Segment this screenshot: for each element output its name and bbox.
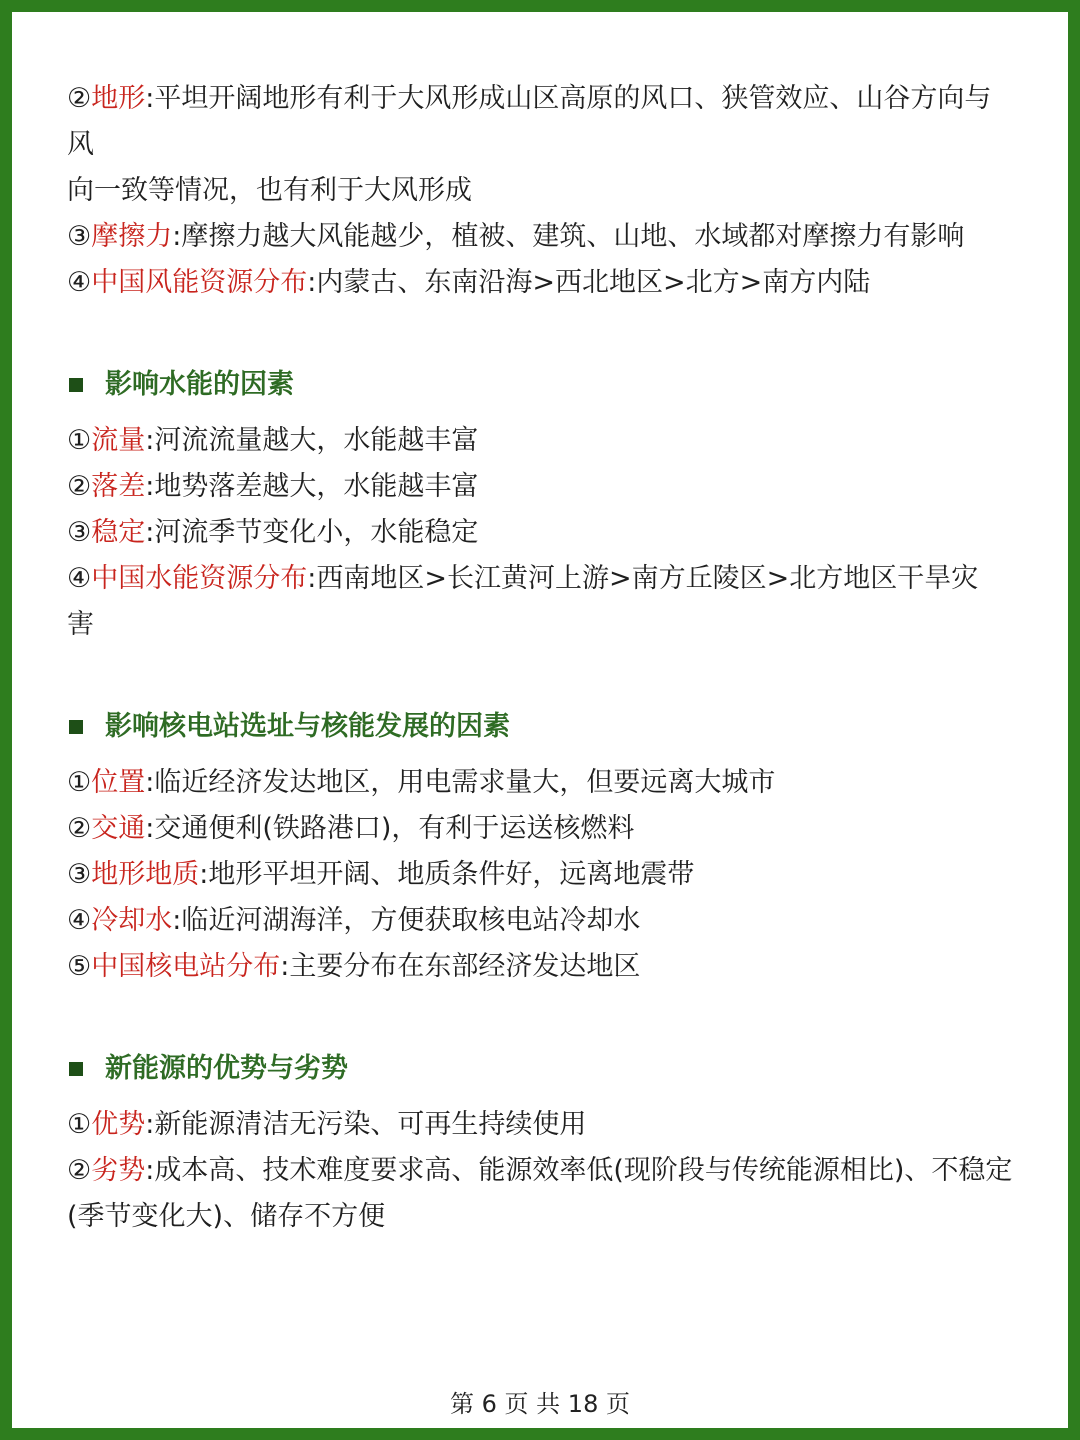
item-sep: :	[307, 563, 317, 594]
item-term: 交通	[91, 813, 146, 844]
item-number: ①	[67, 767, 92, 798]
item-text: 主要分布在东部经济发达地区	[289, 951, 641, 982]
item-number: ④	[67, 563, 92, 594]
content	[67, 76, 1017, 1240]
item-text: 向一致等情况，也有利于大风形成	[67, 175, 472, 206]
section-heading-nuclear	[67, 704, 1017, 750]
item-text: 摩擦力越大风能越少，植被、建筑、山地、水域都对摩擦力有影响	[181, 221, 965, 252]
item-number: ④	[67, 905, 92, 936]
item-sep: :	[172, 221, 182, 252]
item-number: ①	[67, 1109, 92, 1140]
item-number: ②	[67, 471, 92, 502]
page-number-footer: 第 6 页 共 18 页	[450, 1390, 630, 1418]
item-number: ②	[67, 813, 92, 844]
item-term: 中国水能资源分布	[91, 563, 308, 594]
item-term: 稳定	[91, 517, 146, 548]
item-text: 平坦开阔地形有利于大风形成山区高原的风口、狭管效应、山谷方向与风	[67, 83, 992, 160]
item-text: 地形平坦开阔、地质条件好，远离地震带	[208, 859, 695, 890]
section-heading-hydro	[67, 362, 1017, 408]
square-bullet-icon	[69, 1062, 83, 1076]
item-sep: :	[145, 1155, 155, 1186]
item-term: 劣势	[91, 1155, 146, 1186]
item-term: 地形地质	[91, 859, 200, 890]
item-number: ④	[67, 267, 92, 298]
square-bullet-icon	[69, 378, 83, 392]
item-number: ③	[67, 517, 92, 548]
item-sep: :	[307, 267, 317, 298]
section-title: 影响水能的因素	[105, 369, 294, 400]
item-text: 地势落差越大，水能越丰富	[154, 471, 479, 502]
square-bullet-icon	[69, 720, 83, 734]
item-text: 内蒙古、东南沿海>西北地区>北方>南方内陆	[316, 267, 871, 298]
wind-item-distribution	[67, 260, 1017, 306]
item-text: 新能源清洁无污染、可再生持续使用	[154, 1109, 587, 1140]
item-text: 交通便利(铁路港口)，有利于运送核燃料	[154, 813, 635, 844]
item-sep: :	[199, 859, 209, 890]
item-number: ②	[67, 1155, 92, 1186]
item-number: ①	[67, 425, 92, 456]
item-sep: :	[145, 83, 155, 114]
new-energy-item	[67, 1102, 1017, 1148]
wind-item-friction	[67, 214, 997, 260]
nuclear-item	[67, 760, 1017, 806]
item-term: 落差	[91, 471, 146, 502]
item-sep: :	[145, 813, 155, 844]
item-number: ③	[67, 859, 92, 890]
wind-item-terrain-cont	[67, 168, 1017, 214]
item-sep: :	[145, 767, 155, 798]
item-text: 临近经济发达地区，用电需求量大，但要远离大城市	[154, 767, 776, 798]
document-page	[12, 12, 1068, 1428]
hydro-item	[67, 510, 1017, 556]
item-term: 位置	[91, 767, 146, 798]
item-term: 冷却水	[91, 905, 173, 936]
item-number: ②	[67, 83, 92, 114]
item-term: 流量	[91, 425, 146, 456]
item-sep: :	[280, 951, 290, 982]
section-heading-new-energy	[67, 1046, 1017, 1092]
item-text: 临近河湖海洋，方便获取核电站冷却水	[181, 905, 641, 936]
item-sep: :	[145, 425, 155, 456]
nuclear-item	[67, 806, 1017, 852]
item-sep: :	[145, 517, 155, 548]
item-number: ⑤	[67, 951, 92, 982]
item-sep: :	[172, 905, 182, 936]
nuclear-item	[67, 944, 1017, 990]
new-energy-item	[67, 1148, 1017, 1240]
hydro-item	[67, 556, 997, 648]
section-title: 影响核电站选址与核能发展的因素	[105, 711, 510, 742]
section-title: 新能源的优势与劣势	[105, 1053, 348, 1084]
wind-item-terrain	[67, 76, 997, 168]
item-sep: :	[145, 1109, 155, 1140]
item-term: 中国核电站分布	[91, 951, 281, 982]
item-number: ③	[67, 221, 92, 252]
item-term: 摩擦力	[91, 221, 173, 252]
item-term: 地形	[91, 83, 146, 114]
nuclear-item	[67, 898, 1017, 944]
item-sep: :	[145, 471, 155, 502]
item-term: 中国风能资源分布	[91, 267, 308, 298]
item-text: 西南地区>长江黄河上游>南方丘陵区>北方地区干旱灾害	[67, 563, 979, 640]
hydro-item	[67, 418, 1017, 464]
item-text: 成本高、技术难度要求高、能源效率低(现阶段与传统能源相比)、不稳定(季节变化大)、储存不方便	[67, 1155, 1013, 1232]
item-term: 优势	[91, 1109, 146, 1140]
item-text: 河流流量越大，水能越丰富	[154, 425, 479, 456]
hydro-item	[67, 464, 1017, 510]
nuclear-item	[67, 852, 1017, 898]
item-text: 河流季节变化小，水能稳定	[154, 517, 479, 548]
